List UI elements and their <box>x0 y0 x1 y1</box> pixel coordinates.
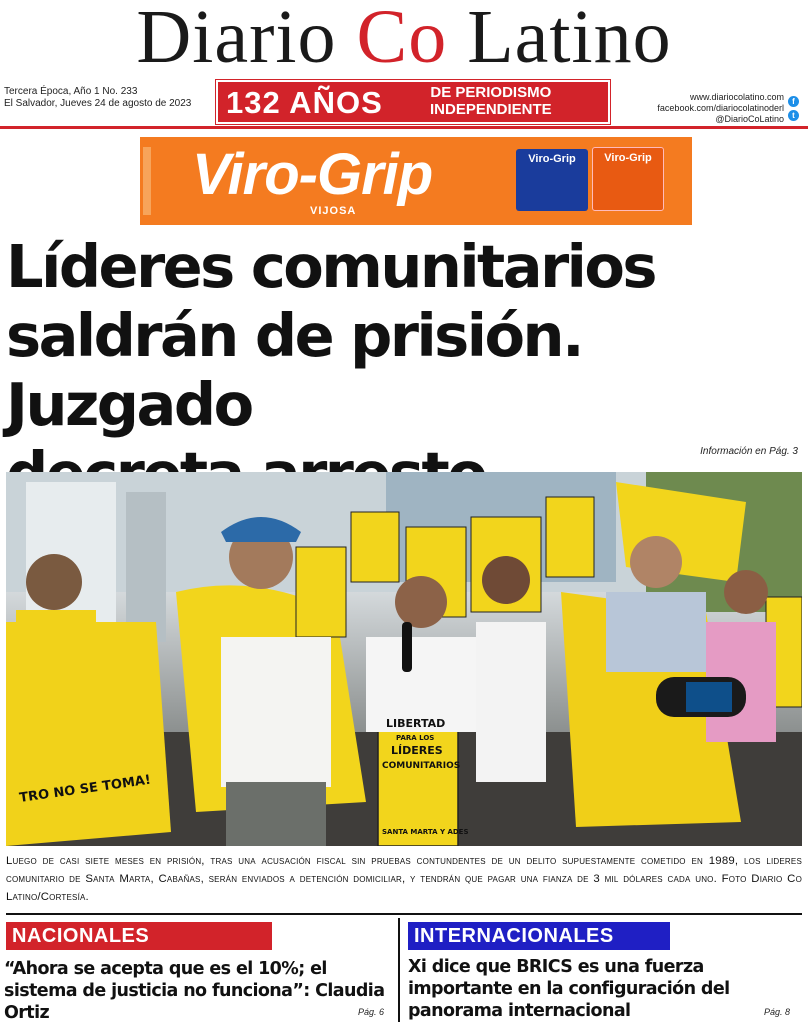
twitter-icon[interactable]: t <box>788 110 799 121</box>
masthead-divider <box>0 126 808 129</box>
twitter-link[interactable]: @DiarioCoLatino <box>715 114 784 124</box>
masthead <box>0 0 808 80</box>
flag-text: TRO NO SE TOMA! <box>18 772 152 806</box>
banner-years: 132 AÑOS <box>226 85 383 120</box>
story-internacionales[interactable]: Xi dice que BRICS es una fuerza importante en la configuración del panorama internacional <box>408 957 730 1021</box>
story-nacionales[interactable]: “Ahora se acepta que es el 10%; el sistema de justicia no funciona”: Claudia Ortiz <box>4 959 385 1023</box>
headline-line-2: saldrán de prisión. Juzgado <box>6 301 582 439</box>
sign-text-5: SANTA MARTA Y ADES <box>382 828 469 836</box>
section-divider <box>6 913 802 915</box>
photo-caption: Luego de casi siete meses en prisión, tras una acusación fiscal sin pruebas contundentes de un delito supuestamente cometido en 1989, los lideres comunitario de Santa Marta, Cabañas, serán enviados a detención domiciliar, y tendrán que pagar una fianza de 3 mil dólares cada uno. Foto Diario Co Latino/Cortesía. <box>6 855 802 903</box>
section-tag-internacionales[interactable]: INTERNACIONALES <box>408 922 670 950</box>
sign-text-4: COMUNITARIOS <box>382 761 461 771</box>
facebook-icon[interactable]: f <box>788 96 799 107</box>
ad-brand: Viro-Grip <box>192 142 433 207</box>
ad-product-pack-orange: Viro-Grip <box>592 147 664 211</box>
title-part-3: Latino <box>447 0 672 79</box>
social-icons <box>788 96 800 124</box>
sign-text-2: PARA LOS <box>396 734 435 742</box>
column-divider <box>398 918 400 1022</box>
title-part-2: Co <box>356 0 448 79</box>
website-link[interactable]: www.diariocolatino.com <box>689 92 784 102</box>
sign-text-3: LÍDERES <box>391 744 443 757</box>
ad-legal-strip <box>143 147 151 215</box>
title-part-1: Diario <box>136 0 357 79</box>
headline-line-1: Líderes comunitarios <box>6 232 656 301</box>
anniversary-banner <box>216 80 610 124</box>
ad-product-pack-blue: Viro-Grip <box>516 149 588 211</box>
banner-subtitle <box>430 84 552 118</box>
banner-sub-line-2: INDEPENDIENTE <box>430 101 552 118</box>
contact-links <box>657 92 784 125</box>
facebook-link[interactable]: facebook.com/diariocolatinoderl <box>657 103 784 113</box>
page-ref-internacionales: Pág. 8 <box>764 1007 791 1017</box>
banner-sub-line-1: DE PERIODISMO <box>430 84 552 101</box>
main-photo <box>6 472 802 846</box>
edition-info <box>4 86 191 110</box>
headline-page-ref: Información en Pág. 3 <box>700 446 798 457</box>
sign-text-1: LIBERTAD <box>386 717 446 730</box>
date-line: El Salvador, Jueves 24 de agosto de 2023 <box>4 98 192 109</box>
ad-maker: VIJOSA <box>310 205 357 217</box>
protest-photo-illustration <box>6 472 802 846</box>
page-ref-nacionales: Pág. 6 <box>358 1007 385 1017</box>
edition-line: Tercera Época, Año 1 No. 233 <box>4 86 138 97</box>
newspaper-title[interactable] <box>0 0 808 81</box>
section-tag-nacionales[interactable]: NACIONALES <box>6 922 272 950</box>
advertisement[interactable] <box>140 137 692 225</box>
